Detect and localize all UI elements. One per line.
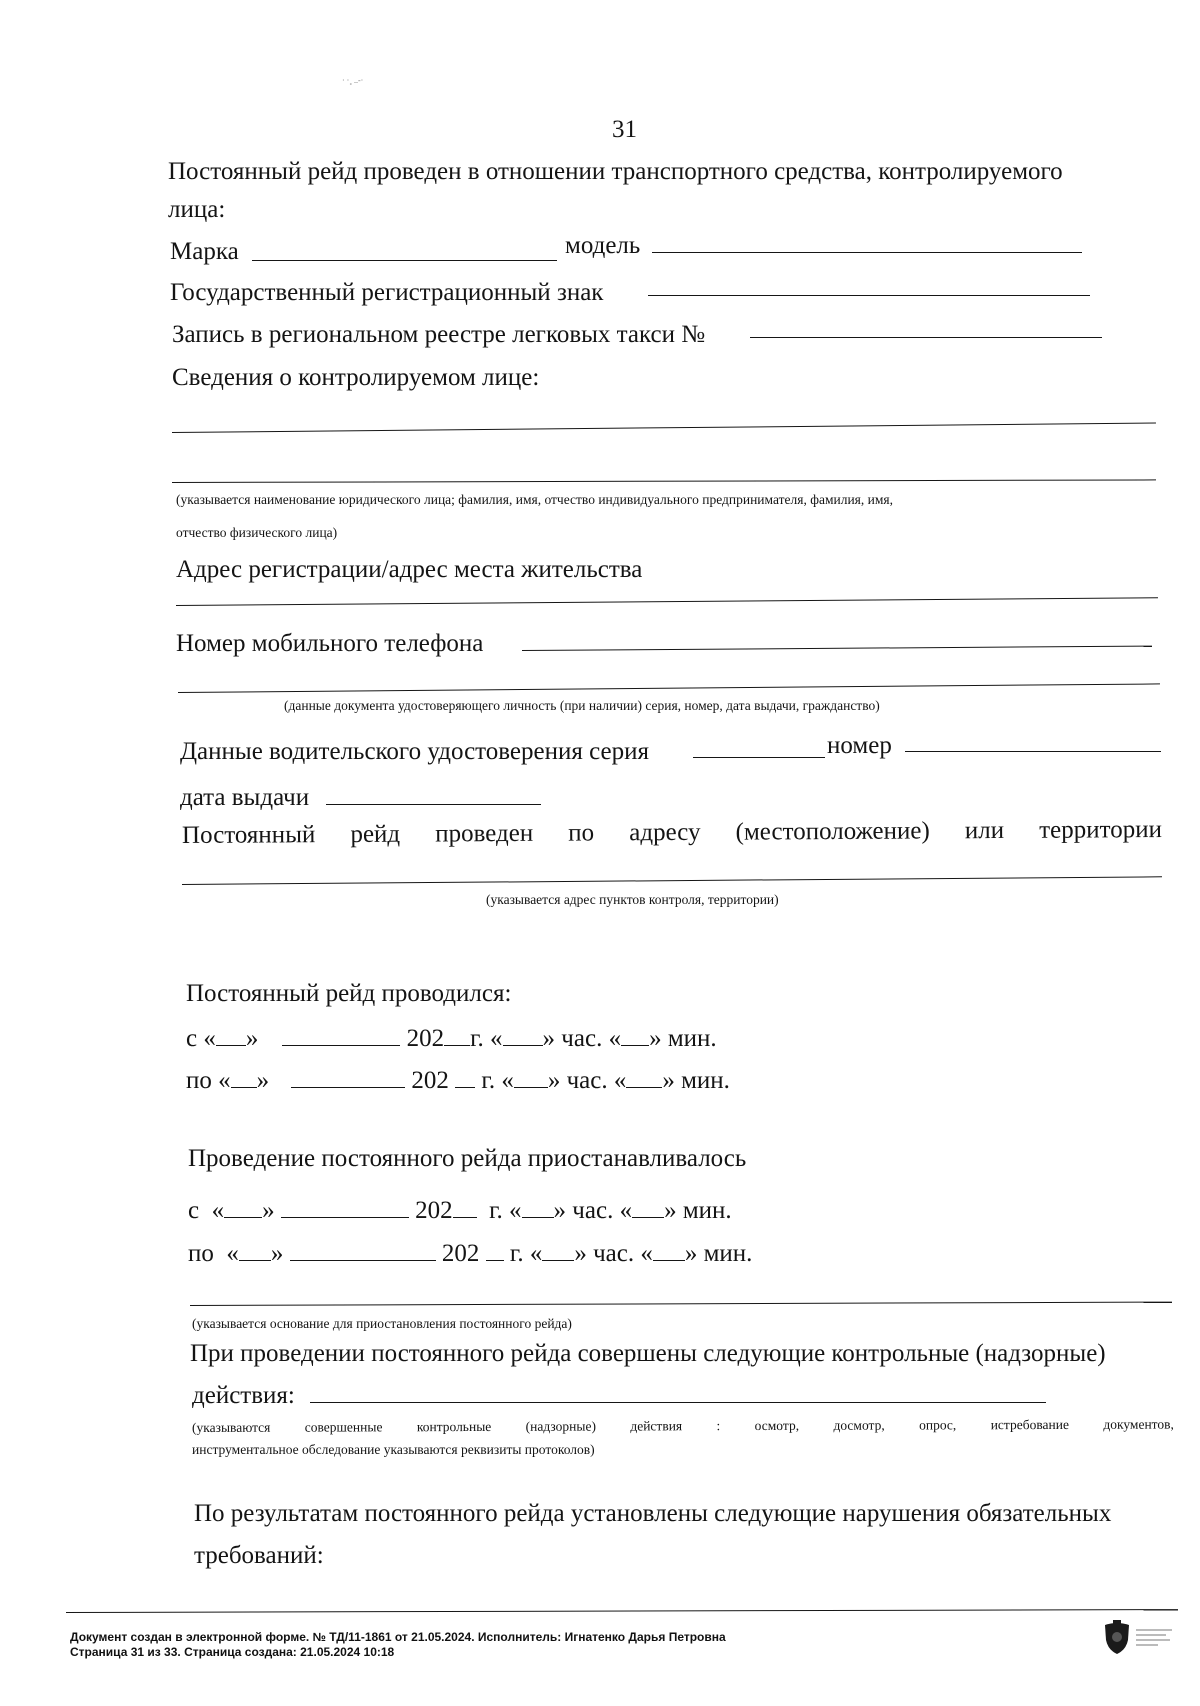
location-word: территории	[1039, 816, 1163, 844]
location-sentence	[182, 816, 1162, 850]
period-from-row: с « » 202 г. « » час. « » мин.	[186, 1020, 717, 1053]
actions-hint-line-1: (указываются совершенные контрольные (надзорные) действия : осмотр, досмотр, опрос, истребование документов,	[191, 1416, 1174, 1435]
model-label: модель	[565, 232, 641, 259]
hour-blank	[542, 1235, 574, 1261]
year-blank	[444, 1020, 470, 1046]
location-word: проведен	[435, 819, 534, 848]
footer-line-2: Страница 31 из 33. Страница создана: 21.05.2024 10:18	[70, 1645, 395, 1659]
footer-divider	[66, 1609, 1178, 1613]
min-blank	[632, 1192, 664, 1218]
date-blank	[282, 1020, 400, 1046]
date-blank	[290, 1235, 436, 1261]
coat-of-arms-icon	[1102, 1620, 1132, 1661]
hour-blank	[522, 1192, 554, 1218]
registry-field-line	[750, 337, 1102, 338]
suspension-title: Проведение постоянного рейда приостанавливалось	[188, 1145, 747, 1172]
actions-line-1: При проведении постоянного рейда совершены следующие контрольные (надзорные)	[190, 1340, 1106, 1367]
blank	[224, 1192, 262, 1218]
location-hint: (указывается адрес пунктов контроля, территории)	[486, 892, 779, 907]
period-title: Постоянный рейд проводился:	[186, 980, 512, 1007]
actions-hint-line-2: инструментальное обследование указываются реквизиты протоколов)	[192, 1442, 595, 1457]
address-label: Адрес регистрации/адрес места жительства	[176, 556, 643, 583]
page-number: 31	[612, 116, 637, 143]
suspension-hint: (указывается основание для приостановления постоянного рейда)	[192, 1316, 572, 1331]
brand-label: Марка	[170, 238, 239, 265]
hour-blank	[503, 1020, 543, 1046]
brand-field-line	[252, 260, 557, 261]
model-field-line	[652, 252, 1082, 253]
min-blank	[626, 1062, 662, 1088]
header-line-1: Постоянный рейд проведен в отношении транспортного средства, контролируемого	[168, 158, 1063, 185]
year-blank	[486, 1235, 504, 1261]
id-field-line	[178, 683, 1160, 693]
scan-artifact: · ·˳ ..‑·	[342, 76, 364, 85]
person-field-line-2	[172, 479, 1156, 483]
location-word: адресу	[629, 818, 701, 847]
location-word: по	[568, 819, 595, 847]
license-label: Данные водительского удостоверения серия	[180, 738, 650, 765]
address-field-line	[176, 597, 1158, 606]
header-line-2: лица:	[168, 196, 226, 223]
license-series-line	[693, 757, 825, 758]
phone-label: Номер мобильного телефона	[176, 630, 484, 657]
blank	[216, 1020, 246, 1046]
violations-line-2: требований:	[194, 1542, 324, 1569]
hour-blank	[514, 1062, 548, 1088]
plate-field-line	[648, 295, 1090, 296]
footer-line-1: Документ создан в электронной форме. № ТД/11-1861 от 21.05.2024. Исполнитель: Игнатенко Дарья Петровна	[70, 1630, 726, 1644]
location-field-line	[182, 876, 1162, 885]
location-word: или	[964, 816, 1005, 845]
id-hint: (данные документа удостоверяющего личность (при наличии) серия, номер, дата выдачи, гражданство)	[284, 698, 880, 713]
stamp-text-icon	[1136, 1626, 1176, 1649]
location-word: (местоположение)	[735, 817, 930, 846]
suspension-from-row: с « » 202 г. « » час. « » мин.	[188, 1192, 732, 1225]
location-word: Постоянный	[181, 821, 316, 849]
period-to-row: по « » 202 г. « » час. « » мин.	[186, 1062, 730, 1095]
actions-line-2: действия:	[192, 1382, 295, 1409]
plate-label: Государственный регистрационный знак	[170, 279, 604, 306]
actions-field-line	[310, 1402, 1046, 1403]
year-blank	[455, 1062, 475, 1088]
date-blank	[291, 1062, 405, 1088]
date-blank	[281, 1192, 409, 1218]
issue-date-line	[326, 804, 541, 805]
license-number-label: номер	[827, 732, 892, 759]
suspension-reason-line	[190, 1302, 1172, 1306]
license-number-line	[905, 751, 1161, 752]
violations-line-1: По результатам постоянного рейда установлены следующие нарушения обязательных	[194, 1500, 1112, 1527]
person-field-line-1	[172, 423, 1156, 433]
person-hint-line-2: отчество физического лица)	[176, 525, 338, 540]
year-blank	[453, 1192, 477, 1218]
min-blank	[621, 1020, 649, 1046]
location-word: рейд	[350, 820, 401, 848]
phone-field-line	[522, 646, 1152, 651]
issue-date-label: дата выдачи	[180, 784, 310, 811]
suspension-to-row: по « » 202 г. « » час. « » мин.	[188, 1235, 752, 1268]
person-title: Сведения о контролируемом лице:	[172, 364, 540, 391]
person-hint-line-1: (указывается наименование юридического лица; фамилия, имя, отчество индивидуального предпринимателя, фамилия, имя,	[176, 492, 893, 507]
blank	[239, 1235, 271, 1261]
blank	[231, 1062, 257, 1088]
min-blank	[653, 1235, 685, 1261]
registry-label: Запись в региональном реестре легковых такси №	[172, 321, 706, 348]
